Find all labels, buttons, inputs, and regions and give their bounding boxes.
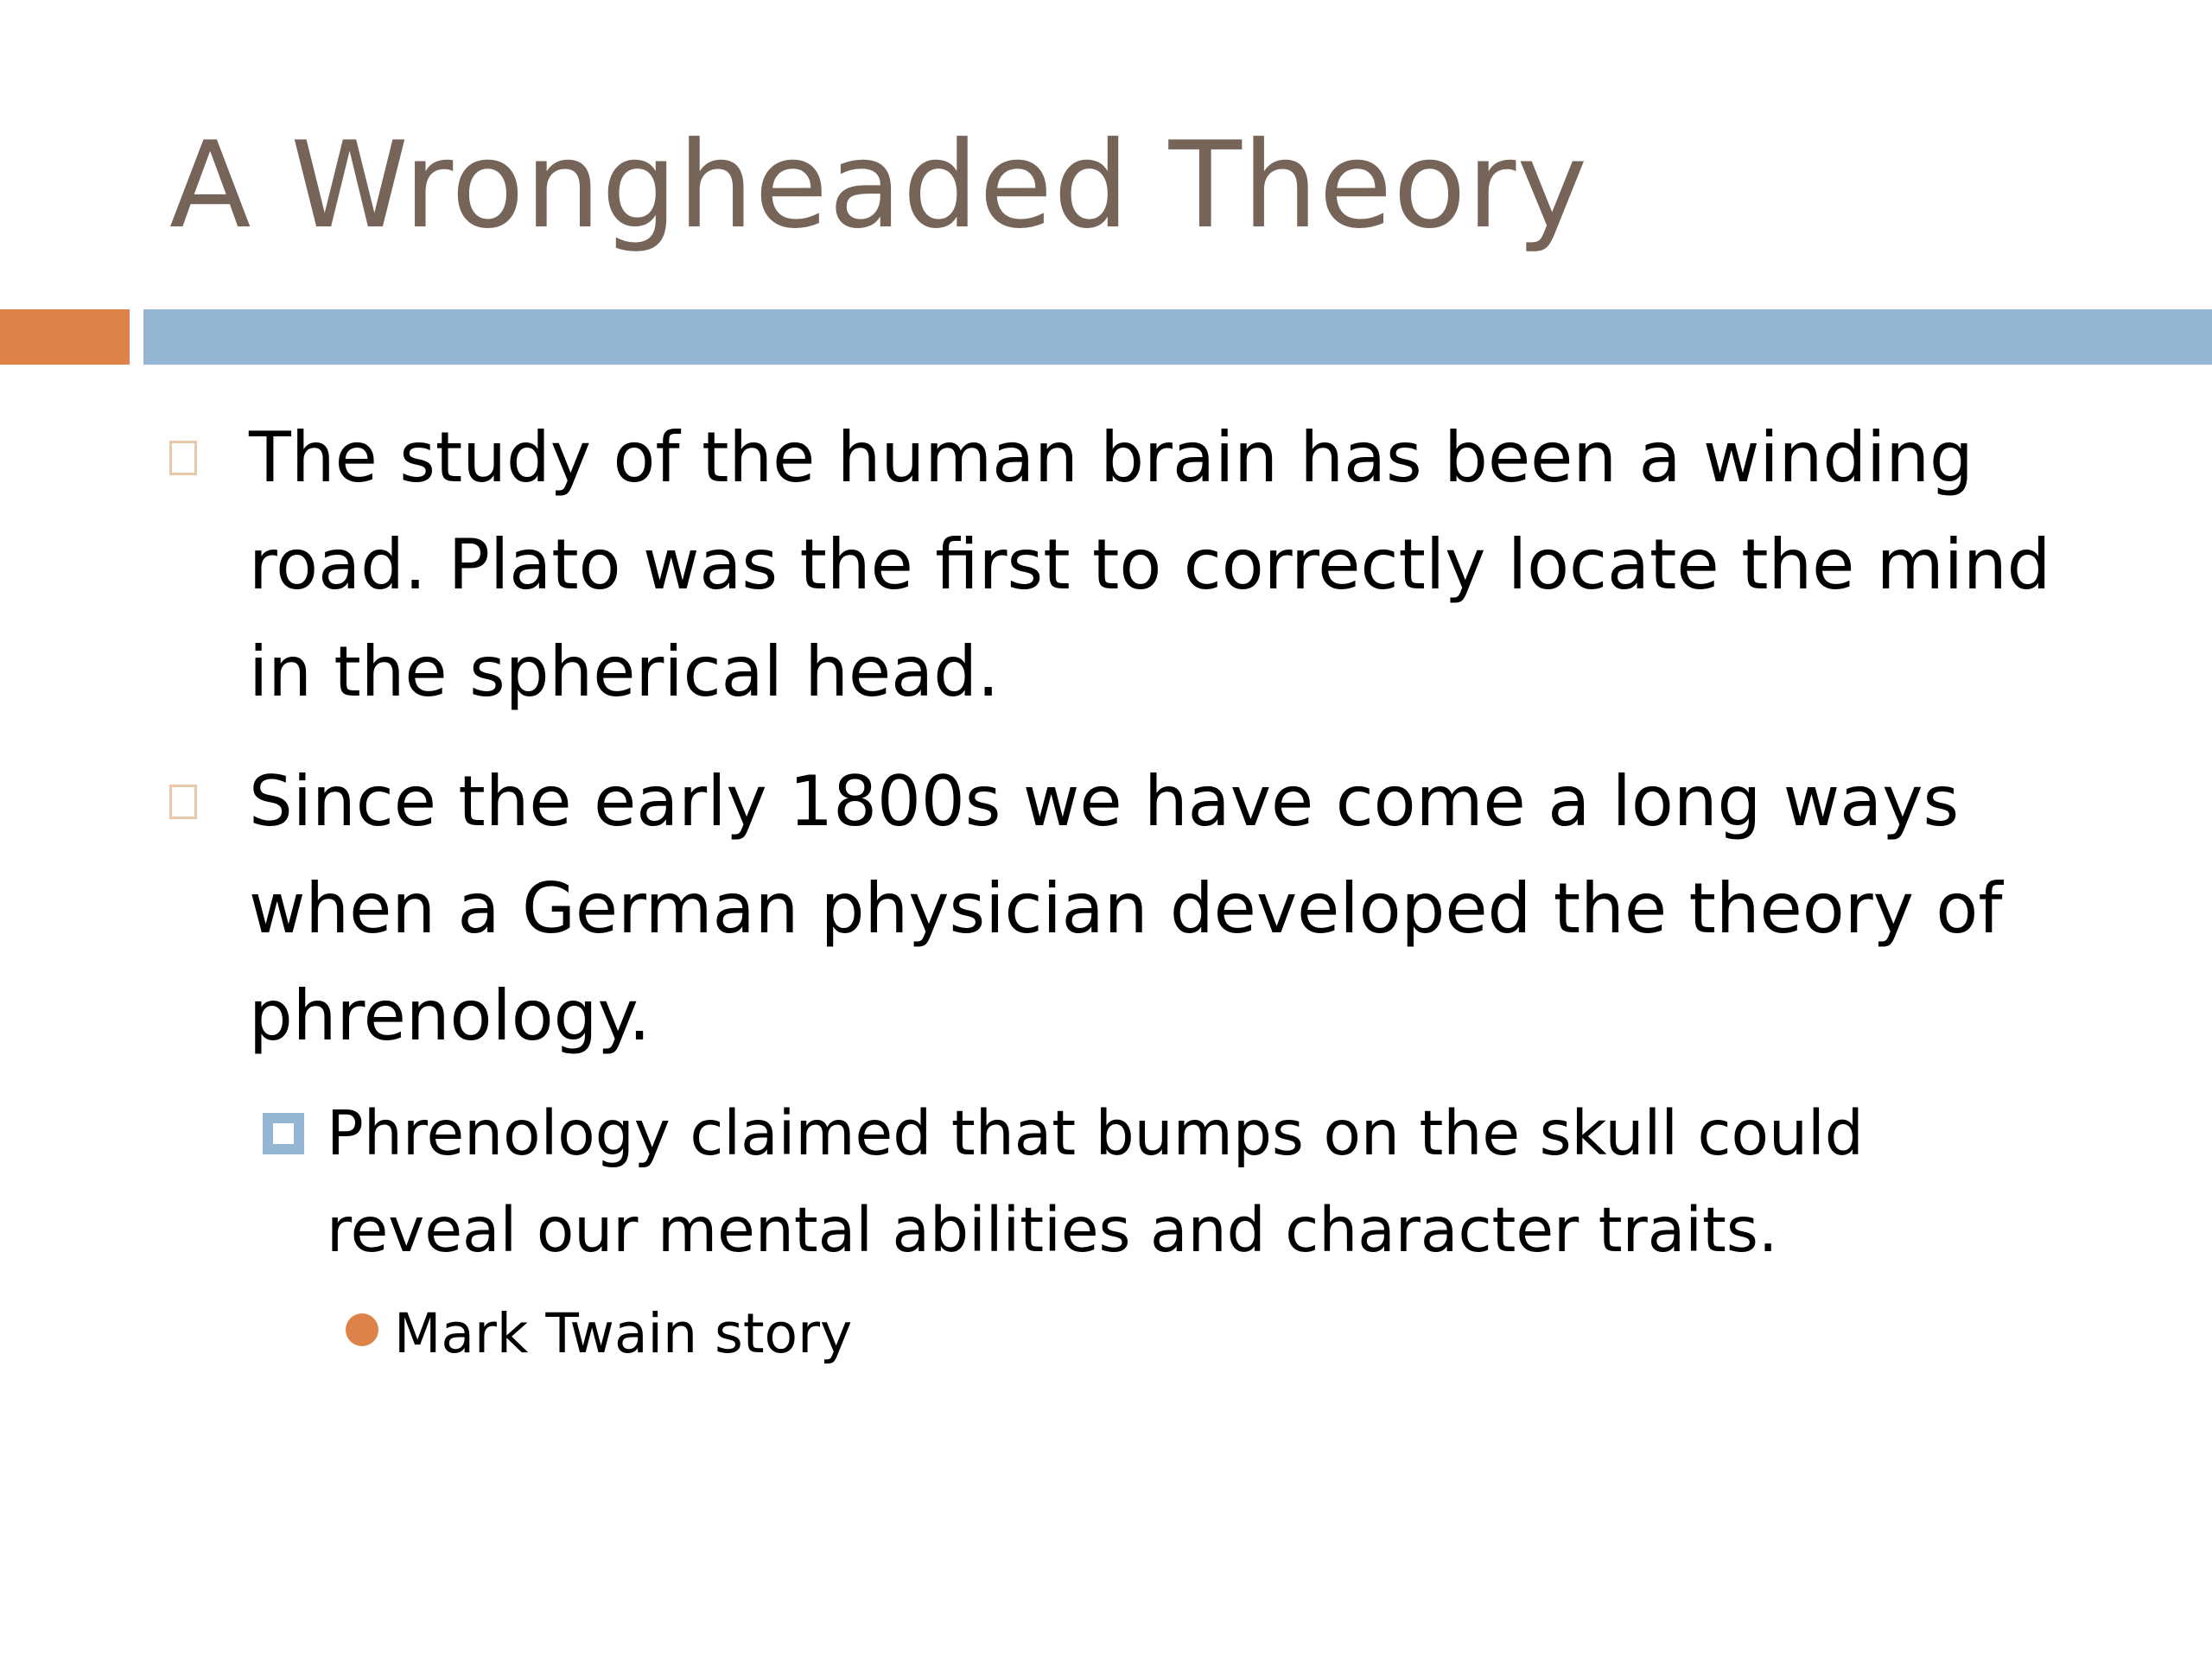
bullet-marker-1 — [169, 441, 197, 475]
accent-bar-blue — [143, 309, 2212, 365]
bullet-2-text — [249, 748, 2133, 1070]
sub-bullet-square-marker — [263, 1113, 304, 1154]
bullet-marker-2 — [169, 785, 197, 819]
sub-bullet-text — [327, 1085, 2141, 1279]
slide-title: A Wrongheaded Theory — [169, 116, 1589, 255]
sub-bullet-line-2: reveal our mental abilities and character traits. — [327, 1194, 1778, 1266]
bullet-1-line-3: in the spherical head. — [249, 632, 1000, 712]
sub-sub-bullet-dot-marker — [346, 1313, 378, 1346]
accent-bar-orange — [0, 309, 130, 365]
bullet-2-line-3: phrenology. — [249, 976, 651, 1056]
sub-sub-bullet-text: Mark Twain story — [394, 1302, 853, 1365]
bullet-1-text — [249, 404, 2133, 726]
bullet-1-line-1: The study of the human brain has been a winding — [249, 417, 1974, 498]
bullet-1-line-2: road. Plato was the first to correctly locate the mind — [249, 524, 2051, 605]
sub-bullet-line-1: Phrenology claimed that bumps on the skull could — [327, 1097, 1864, 1169]
bullet-2-line-1: Since the early 1800s we have come a long ways — [249, 761, 1960, 842]
bullet-2-line-2: when a German physician developed the theory of — [249, 868, 2003, 949]
